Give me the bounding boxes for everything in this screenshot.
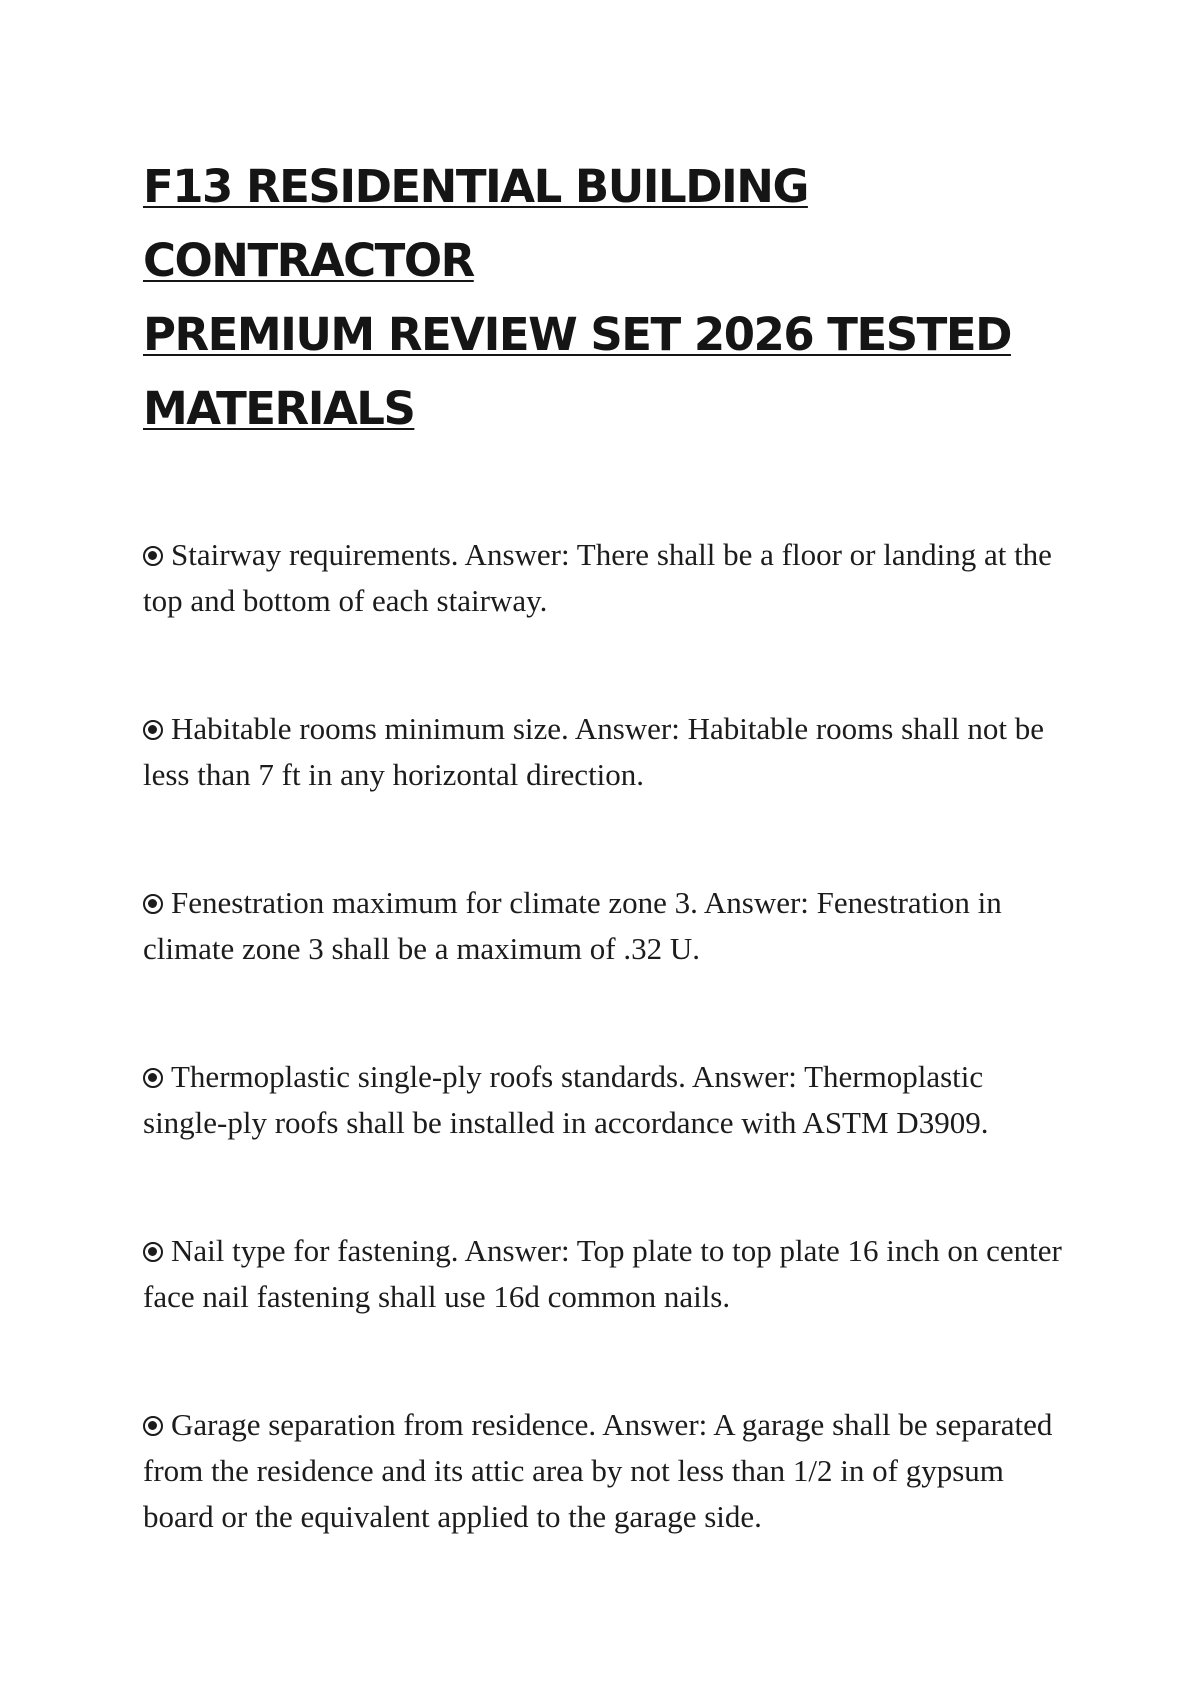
qa-item (143, 1054, 1063, 1146)
qa-item-text: Garage separation from residence. Answer: A garage shall be separated from the residence and its attic area by not less than 1/2 in of gypsum board or the equivalent applied to the garage side. (143, 1407, 1053, 1534)
qa-item (143, 880, 1063, 972)
title-line-2: PREMIUM REVIEW SET 2026 TESTED (143, 308, 1011, 361)
qa-item-text: Fenestration maximum for climate zone 3. Answer: Fenestration in climate zone 3 shall be a maximum of .32 U. (143, 885, 1002, 966)
radio-bullet-icon (143, 1242, 163, 1262)
radio-bullet-icon (143, 1416, 163, 1436)
page-title (143, 150, 1063, 446)
radio-bullet-icon (143, 1068, 163, 1088)
qa-item (143, 1402, 1063, 1540)
title-line-1: F13 RESIDENTIAL BUILDING CONTRACTOR (143, 160, 808, 287)
document-page (143, 150, 1063, 1622)
radio-bullet-icon (143, 894, 163, 914)
qa-item (143, 1228, 1063, 1320)
qa-item-text: Stairway requirements. Answer: There shall be a floor or landing at the top and bottom of each stairway. (143, 537, 1052, 618)
qa-list (143, 532, 1063, 1540)
qa-item-text: Habitable rooms minimum size. Answer: Habitable rooms shall not be less than 7 ft in any horizontal direction. (143, 711, 1045, 792)
qa-item (143, 532, 1063, 624)
qa-item (143, 706, 1063, 798)
radio-bullet-icon (143, 720, 163, 740)
title-line-3: MATERIALS (143, 382, 415, 435)
qa-item-text: Nail type for fastening. Answer: Top plate to top plate 16 inch on center face nail fastening shall use 16d common nails. (143, 1233, 1062, 1314)
radio-bullet-icon (143, 546, 163, 566)
qa-item-text: Thermoplastic single-ply roofs standards. Answer: Thermoplastic single-ply roofs shall be installed in accordance with ASTM D3909. (143, 1059, 989, 1140)
